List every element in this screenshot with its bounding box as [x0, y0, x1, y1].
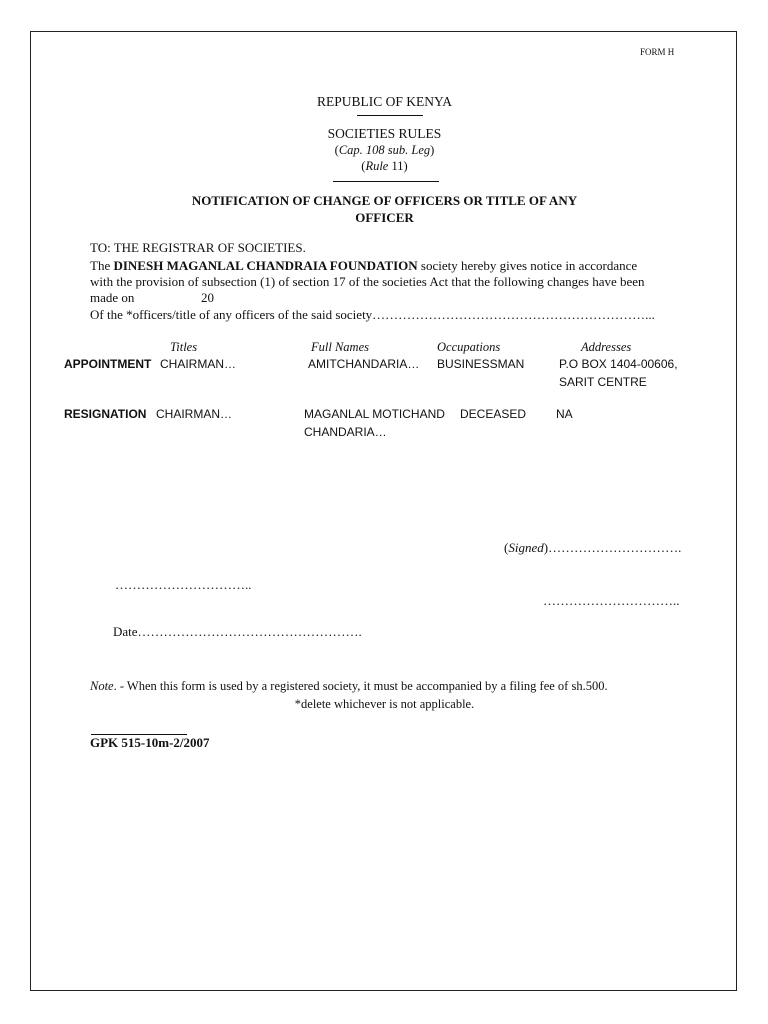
signed-dots: ………………………….: [548, 540, 682, 555]
resignation-address: NA: [556, 407, 573, 421]
rule-number: 11: [391, 159, 404, 173]
notice-year: 20: [201, 290, 214, 305]
rule-label: Rule: [365, 159, 389, 173]
society-name: DINESH MAGANLAL CHANDRAIA FOUNDATION: [113, 258, 418, 273]
appointment-address: [559, 355, 678, 391]
appointment-address-line1: P.O BOX 1404-00606,: [559, 357, 678, 371]
signed-line: (Signed)………………………….: [504, 540, 682, 555]
republic-heading: REPUBLIC OF KENYA: [316, 94, 452, 109]
appointment-address-line2: SARIT CENTRE: [559, 375, 647, 389]
rules-divider: [333, 181, 439, 182]
resignation-name-line2: CHANDARIA…: [304, 425, 387, 439]
date-line: [113, 624, 362, 640]
header-full-names: Full Names: [311, 340, 369, 354]
header-titles: Titles: [170, 340, 198, 354]
date-dots: …………………………………………….: [137, 624, 362, 639]
signed-label: Signed: [508, 540, 544, 555]
form-code: FORM H: [640, 47, 675, 57]
notice-prefix: The: [90, 258, 114, 273]
form-title-line2: OFFICER: [355, 210, 414, 225]
notice-line4: Of the *officers/title of any officers of the said society………………………………………………………...: [90, 307, 655, 322]
appointment-name-line1: AMITCHANDARIA…: [308, 357, 420, 371]
row-label-appointment: APPOINTMENT: [64, 357, 152, 371]
notice-suffix: society hereby gives notice in accordance: [417, 258, 638, 273]
appointment-name: [308, 355, 419, 373]
form-page: [30, 31, 737, 991]
form-title: [31, 192, 738, 226]
note-label: Note: [90, 679, 114, 693]
signature-dots-right: …………………………..: [543, 593, 680, 608]
header-occupations: Occupations: [437, 340, 501, 354]
heading-divider: [357, 115, 423, 116]
rule-reference: (Rule 11): [361, 159, 408, 173]
appointment-title: CHAIRMAN…: [160, 357, 237, 371]
notice-line1: [90, 258, 637, 274]
note-line: [90, 679, 608, 694]
notice-line2: with the provision of subsection (1) of section 17 of the societies Act that the following changes have been: [90, 274, 645, 289]
header-addresses: Addresses: [581, 340, 632, 354]
addressee: TO: THE REGISTRAR OF SOCIETIES.: [90, 240, 306, 255]
cap-text: Cap. 108 sub. Leg: [338, 143, 431, 157]
signature-dots-left: …………………………..: [115, 577, 252, 592]
notice-line3: made on: [90, 290, 135, 305]
resignation-title: CHAIRMAN…: [156, 407, 233, 421]
resignation-name-line1: MAGANLAL MOTICHAND: [304, 407, 445, 421]
note-text: . - When this form is used by a registered society, it must be accompanied by a filing fee of sh.500.: [113, 679, 608, 693]
societies-rules-heading: SOCIETIES RULES: [327, 126, 442, 141]
delete-note: *delete whichever is not applicable.: [294, 697, 475, 711]
row-label-resignation: RESIGNATION: [64, 407, 147, 421]
date-label: Date: [113, 624, 138, 639]
resignation-occupation: DECEASED: [460, 407, 527, 421]
appointment-occupation: BUSINESSMAN: [437, 357, 525, 371]
gpk-code: GPK 515-10m-2/2007: [90, 735, 210, 750]
resignation-name: [304, 405, 445, 441]
cap-reference: (Cap. 108 sub. Leg): [334, 143, 435, 157]
form-title-line1: NOTIFICATION OF CHANGE OF OFFICERS OR TITLE OF ANY: [191, 193, 578, 208]
